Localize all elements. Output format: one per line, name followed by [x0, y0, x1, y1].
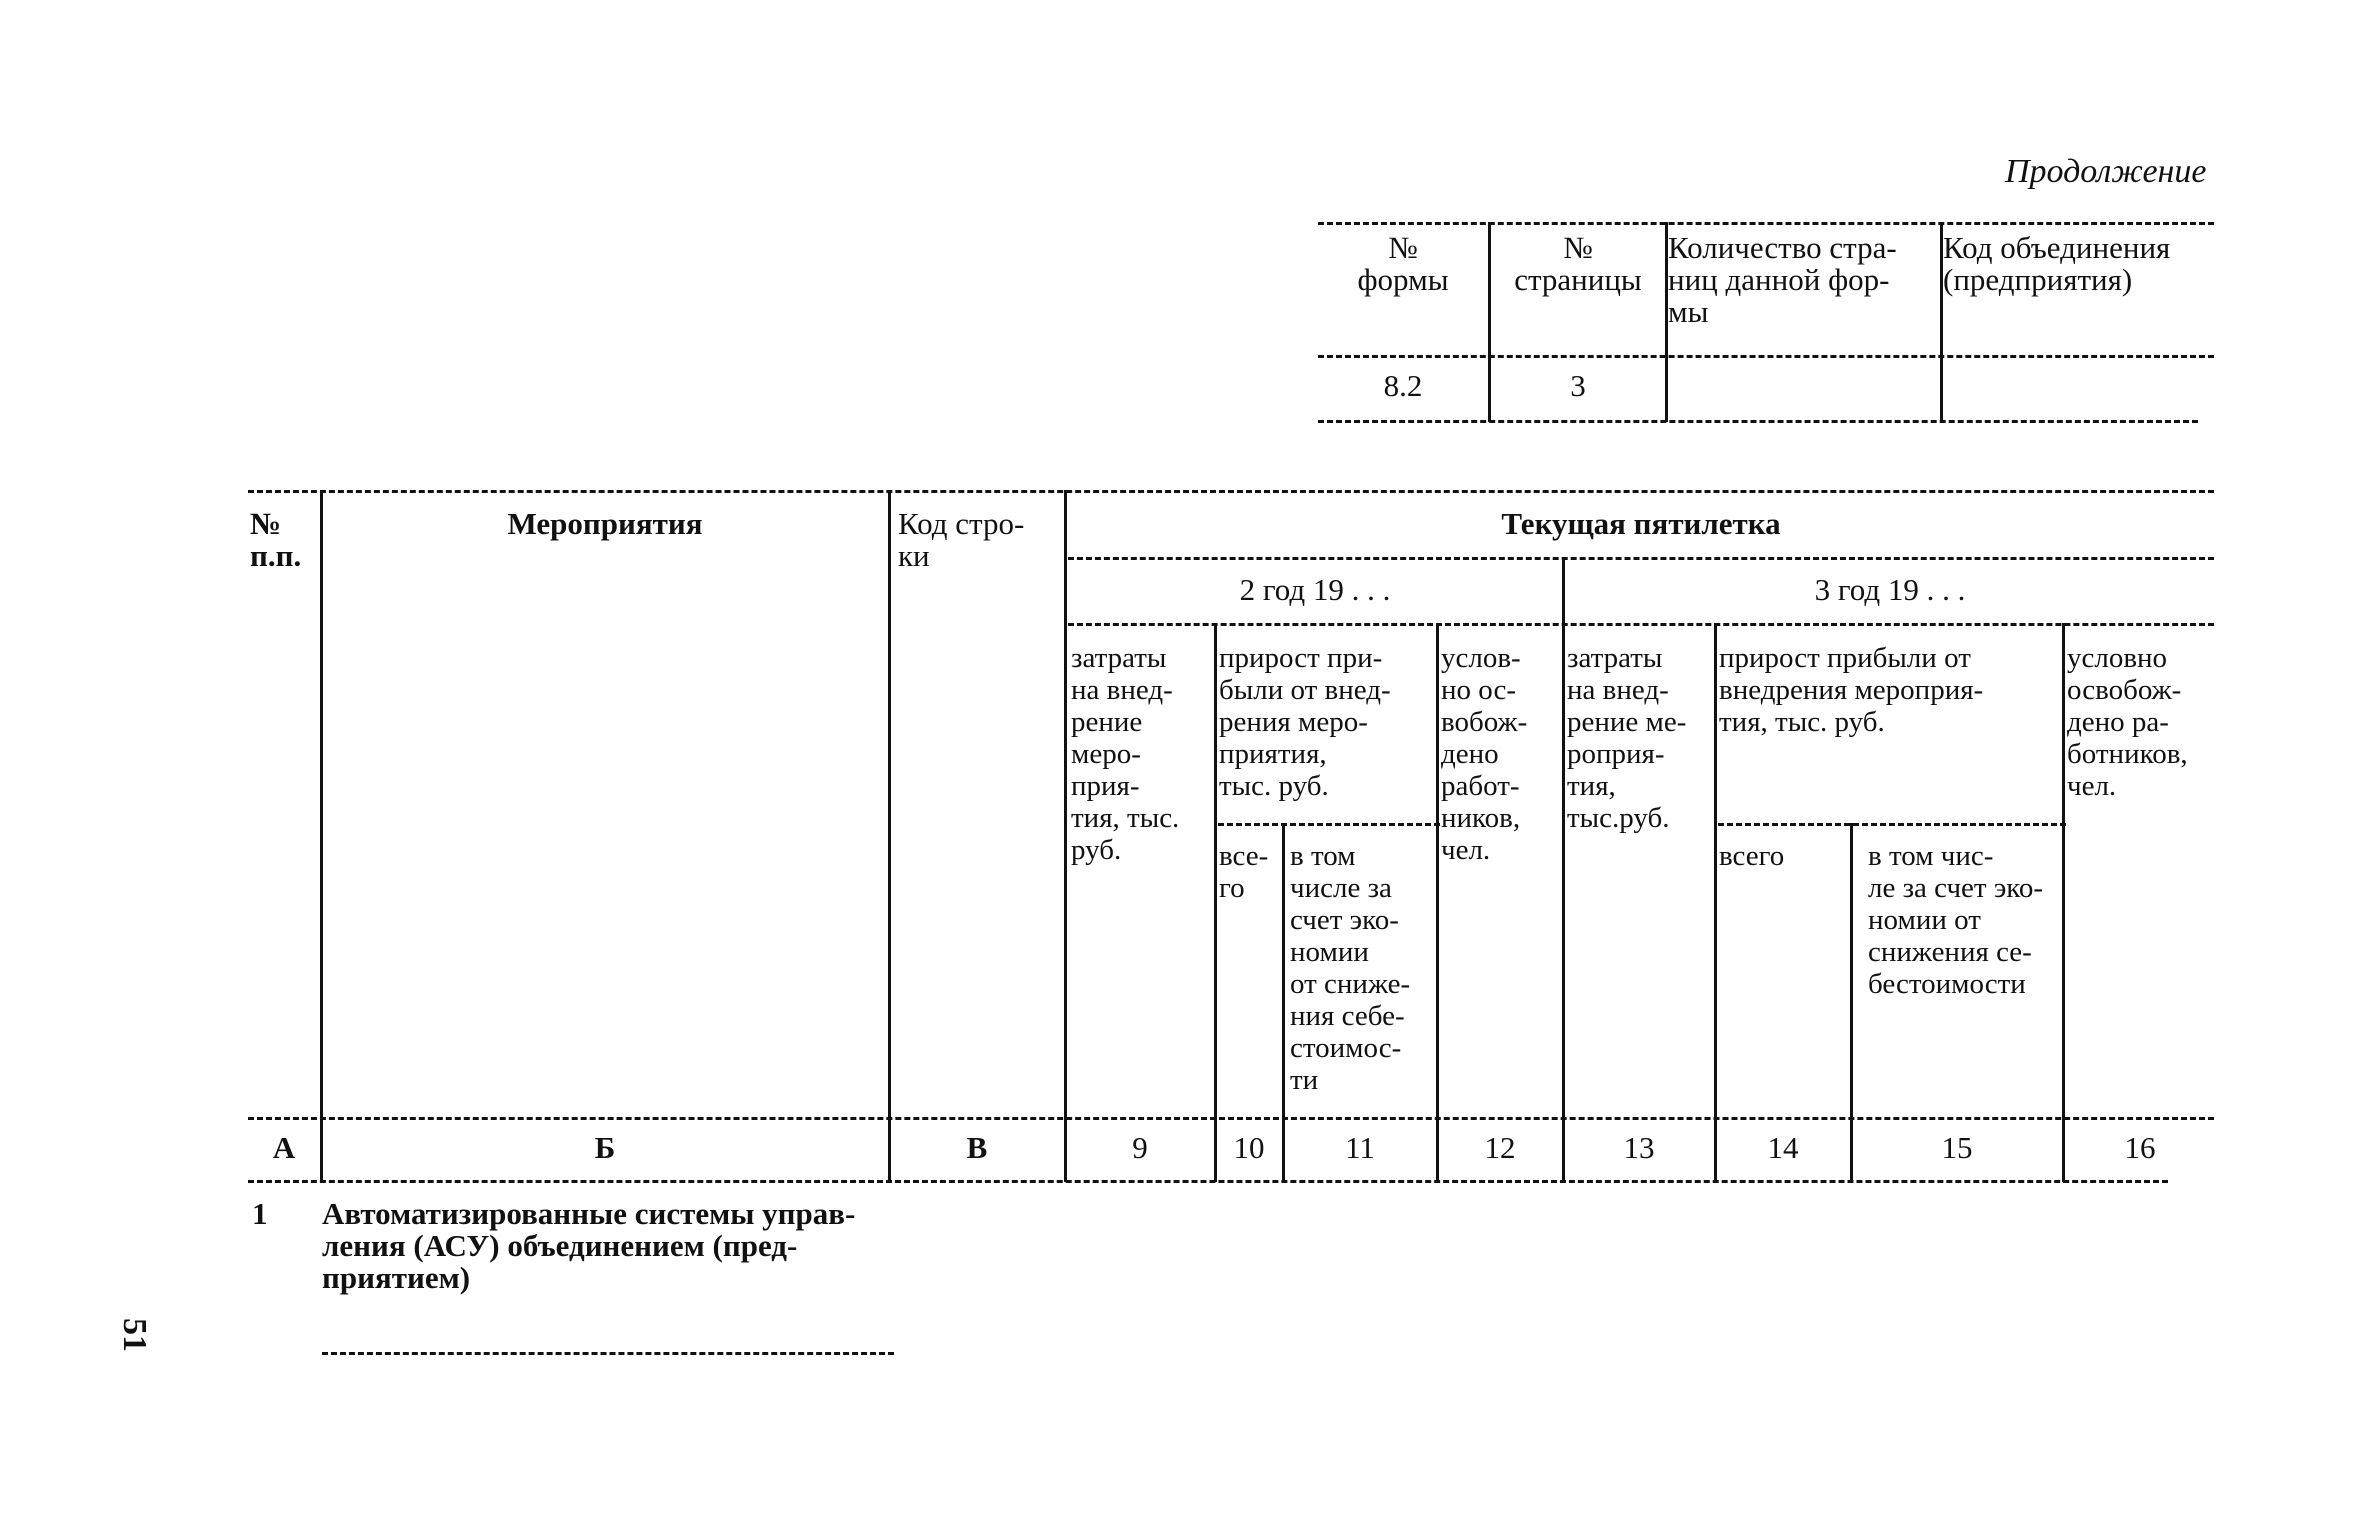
col-divider [2062, 623, 2065, 1182]
org-code-header: Код объединения (предприятия) [1943, 230, 2171, 297]
col-divider [1214, 623, 1217, 1182]
col-divider [1282, 823, 1285, 1182]
page-number: 51 [116, 1318, 153, 1352]
table-rule-plan [1068, 557, 2214, 560]
index-cell: 15 [1941, 1130, 1973, 1165]
table-rule-index-bottom [248, 1180, 2168, 1183]
page-number-value: 3 [1570, 368, 1586, 403]
header-y2-profit: прирост при- были от внед- рения меро- приятия, тыс. руб. [1219, 642, 1391, 802]
col-divider [1850, 823, 1853, 1182]
header-measures: Мероприятия [507, 506, 703, 541]
header-row-number: № п.п. [250, 506, 302, 573]
header-y3-including: в том чис- ле за счет эко- номии от снижения се- бестоимости [1868, 840, 2044, 1000]
header-row-code: Код стро- ки [898, 506, 1025, 573]
table-rule-profit-y2 [1218, 823, 1440, 826]
col-divider [1562, 557, 1565, 1182]
col-divider [1436, 623, 1439, 1182]
index-cell: 16 [2124, 1130, 2156, 1165]
page-number-header: № страницы [1514, 230, 1642, 297]
form-number-header: № формы [1357, 230, 1449, 297]
form-header-rule-top [1318, 222, 2214, 225]
col-divider [1714, 623, 1717, 1182]
header-y2-workers: услов- но ос- вобож- дено работ- ников, чел. [1441, 642, 1528, 866]
col-divider [1064, 490, 1067, 1182]
index-cell: 12 [1484, 1130, 1516, 1165]
index-cell: А [272, 1130, 296, 1165]
form-header-rule-mid [1318, 355, 2214, 358]
index-cell: В [966, 1130, 988, 1165]
header-current-plan: Текущая пятилетка [1501, 506, 1781, 541]
header-y2-costs: затраты на внед- рение меро- прия- тия, тыс. руб. [1071, 642, 1180, 866]
table-rule-profit-y3 [1718, 823, 2066, 826]
header-y3-workers: условно освобож- дено ра- ботников, чел. [2067, 642, 2188, 802]
row-measure: Автоматизированные системы управ- ления (АСУ) объединением (пред- приятием) [322, 1196, 856, 1295]
index-cell: Б [594, 1130, 616, 1165]
index-cell: 13 [1623, 1130, 1655, 1165]
index-cell: 10 [1233, 1130, 1265, 1165]
row-underline [322, 1352, 894, 1355]
header-y3-costs: затраты на внед- рение ме- роприя- тия, тыс.руб. [1567, 642, 1687, 834]
header-y3-profit: прирост прибыли от внедрения мероприя- тия, тыс. руб. [1719, 642, 1984, 738]
header-year-3: 3 год 19 . . . [1814, 572, 1966, 607]
header-y3-total: всего [1719, 840, 1785, 872]
index-cell: 11 [1345, 1130, 1375, 1165]
header-y2-including: в том числе за счет эко- номии от сниже- ния себе- стоимос- ти [1290, 840, 1411, 1096]
table-rule-year [1068, 623, 2214, 626]
continuation-label: Продолжение [2005, 153, 2207, 190]
index-cell: 9 [1132, 1130, 1148, 1165]
table-rule-top [248, 490, 2214, 493]
row-number: 1 [252, 1196, 268, 1231]
form-number-value: 8.2 [1383, 368, 1423, 403]
col-divider [320, 490, 323, 1182]
header-year-2: 2 год 19 . . . [1239, 572, 1391, 607]
header-y2-total: все- го [1219, 840, 1269, 904]
form-header-divider [1488, 222, 1491, 422]
table-rule-head-bottom [248, 1117, 2214, 1120]
form-header-rule-bottom [1318, 420, 2198, 423]
page-count-header: Количество стра- ниц данной фор- мы [1668, 230, 1897, 329]
col-divider [888, 490, 891, 1182]
index-cell: 14 [1767, 1130, 1799, 1165]
